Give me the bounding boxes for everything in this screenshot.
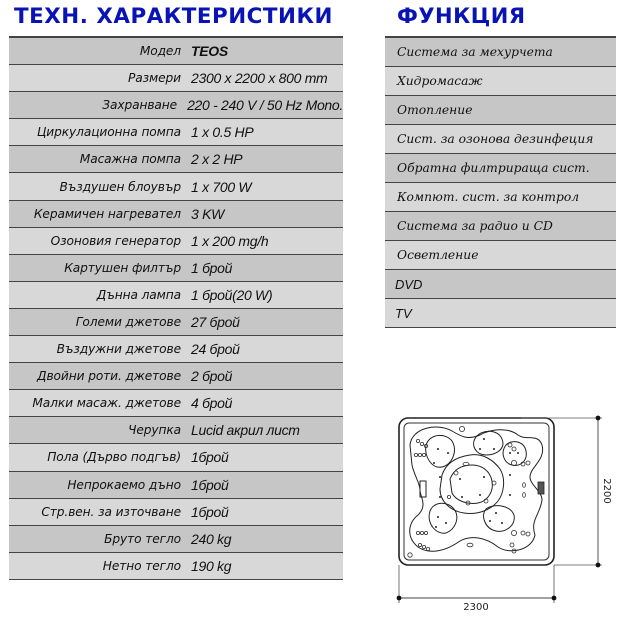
spec-row <box>9 92 343 119</box>
spec-label: Озоновия генератор <box>50 233 181 248</box>
spec-value: 2300 x 2200 x 800 mm <box>191 70 328 87</box>
spec-value: 190 kg <box>191 557 232 574</box>
spec-label: Размери <box>128 71 181 86</box>
spec-label: Циркулационна помпа <box>36 125 181 140</box>
spec-row <box>9 146 343 173</box>
spec-value: 1 x 200 mg/h <box>191 232 269 249</box>
spec-value: 24 брой <box>191 341 240 358</box>
spec-row <box>9 228 343 255</box>
spec-value: Lucid акрил лист <box>191 422 300 439</box>
spec-value: 1брой <box>191 503 229 520</box>
spec-row <box>9 255 343 282</box>
spec-row <box>9 173 343 200</box>
spec-label: Масажна помпа <box>79 152 181 167</box>
spa-tub-diagram <box>390 405 615 617</box>
spec-value: 1 брой(20 W) <box>191 286 273 303</box>
spec-label: Стр.вен. за източване <box>41 504 181 519</box>
spec-row <box>9 363 343 390</box>
spec-value: 1брой <box>191 476 229 493</box>
spec-label: Непрокаемо дъно <box>67 477 181 492</box>
spec-value: 240 kg <box>191 530 232 547</box>
spec-label: Захранване <box>102 98 178 113</box>
spec-row <box>9 390 343 417</box>
spec-label: Малки масаж. джетове <box>32 396 181 411</box>
spec-row <box>9 472 343 499</box>
spec-value: 2 брой <box>191 368 233 385</box>
spec-value: TEOS <box>191 43 228 60</box>
spec-label: Керамичен нагревател <box>33 206 181 221</box>
spec-row <box>9 65 343 92</box>
filter-panel-icon <box>538 482 544 494</box>
spec-row <box>9 526 343 553</box>
spec-value: 2 x 2 HP <box>191 151 243 168</box>
spec-row <box>9 119 343 146</box>
spec-label: Бруто тегло <box>104 531 181 546</box>
function-item: Компют. сист. за контрол <box>385 183 616 212</box>
spec-row <box>9 499 343 526</box>
function-item: DVD <box>385 270 616 299</box>
spec-row <box>9 417 343 444</box>
spec-value: 1брой <box>191 449 229 466</box>
spec-label: Дънна лампа <box>96 287 181 302</box>
spec-value: 27 брой <box>191 313 240 330</box>
specs-table <box>9 36 343 580</box>
function-item: Система за мехурчета <box>385 38 616 67</box>
spec-label: Картушен филтър <box>64 260 181 275</box>
functions-table <box>385 36 616 328</box>
spec-label: Въздужни джетове <box>56 342 181 357</box>
spec-label: Двойни роти. джетове <box>37 369 181 384</box>
spec-label: Нетно тегло <box>102 558 181 573</box>
function-item: Система за радио и CD <box>385 212 616 241</box>
spec-row <box>9 444 343 471</box>
spec-label: Черупка <box>128 423 181 438</box>
spec-label: Модел <box>139 44 181 59</box>
function-item: Отопление <box>385 96 616 125</box>
spec-value: 1 брой <box>191 259 233 276</box>
dimension-endpoint <box>397 596 402 601</box>
spec-row <box>9 553 343 580</box>
function-item: Хидромасаж <box>385 67 616 96</box>
spec-label: Въздушен блоувър <box>59 179 181 194</box>
dimension-endpoint <box>552 596 557 601</box>
function-item: Осветление <box>385 241 616 270</box>
spec-value: 1 x 0.5 HP <box>191 124 254 141</box>
spec-value: 1 x 700 W <box>191 178 252 195</box>
function-item: TV <box>385 299 616 328</box>
height-dimension-label: 2200 <box>601 478 612 504</box>
spec-row <box>9 336 343 363</box>
spec-row-model <box>9 38 343 65</box>
spec-value: 4 брой <box>191 395 233 412</box>
spec-row <box>9 282 343 309</box>
functions-heading: ФУНКЦИЯ <box>397 4 526 28</box>
width-dimension-label: 2300 <box>463 602 489 613</box>
spec-label: Пола (Дърво подгъв) <box>47 450 181 465</box>
spec-value: 220 - 240 V / 50 Hz Mono. <box>187 97 343 114</box>
specs-heading: ТЕХН. ХАРАКТЕРИСТИКИ <box>14 4 333 28</box>
function-item: Сист. за озонова дезинфеция <box>385 125 616 154</box>
spec-value: 3 KW <box>191 205 225 222</box>
dimension-endpoint <box>596 563 601 568</box>
spec-row <box>9 201 343 228</box>
function-item: Обратна филтрираща сист. <box>385 154 616 183</box>
spec-row <box>9 309 343 336</box>
dimension-endpoint <box>596 416 601 421</box>
spec-label: Големи джетове <box>75 314 181 329</box>
